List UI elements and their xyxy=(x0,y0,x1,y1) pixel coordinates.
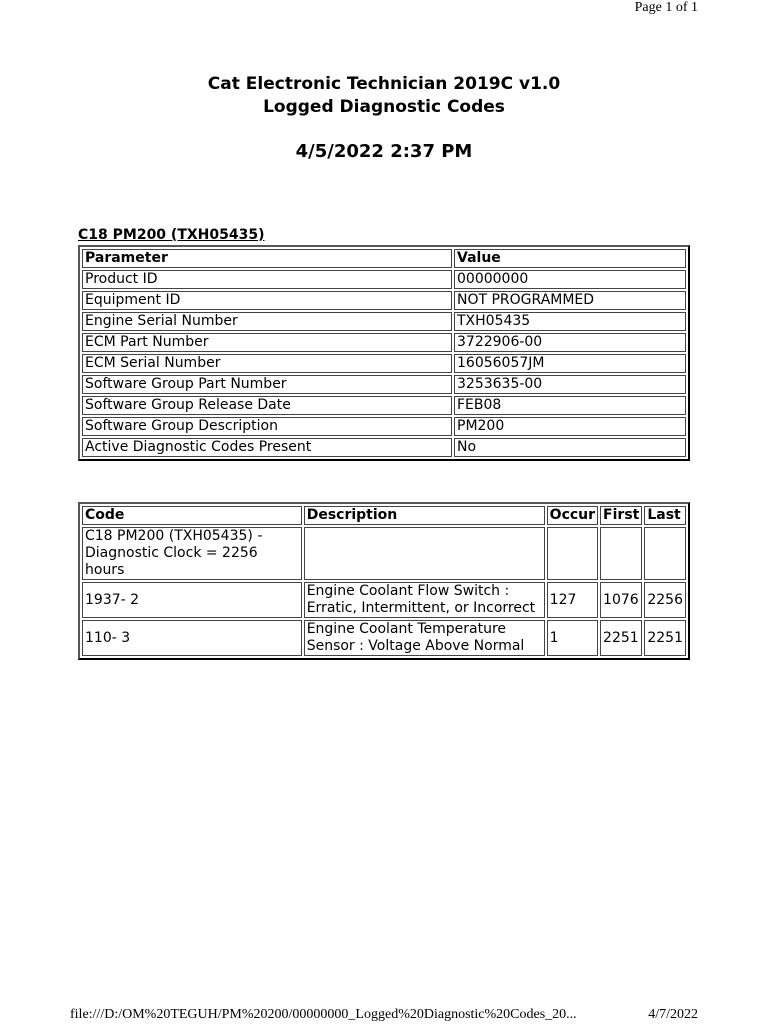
parameter-value: 3253635-00 xyxy=(454,375,686,394)
report-datetime: 4/5/2022 2:37 PM xyxy=(295,141,473,162)
code-cell: 110- 3 xyxy=(82,620,302,656)
parameter-value: PM200 xyxy=(454,417,686,436)
occur-cell: 127 xyxy=(547,582,598,618)
app-title: Cat Electronic Technician 2019C v1.0 xyxy=(207,74,561,94)
last-cell: 2251 xyxy=(644,620,686,656)
print-footer xyxy=(70,1006,698,1024)
column-header-code: Code xyxy=(82,506,302,525)
table-row xyxy=(82,270,686,289)
table-row xyxy=(82,312,686,331)
table-row xyxy=(82,417,686,436)
print-date: 4/7/2022 xyxy=(648,1007,698,1022)
parameter-table xyxy=(78,245,690,461)
page-number: Page 1 of 1 xyxy=(634,0,698,15)
empty-cell xyxy=(644,527,686,580)
diagnostic-clock-label: C18 PM200 (TXH05435) - Diagnostic Clock = 2256 hours xyxy=(82,527,302,580)
column-header-value: Value xyxy=(454,249,686,268)
ecm-section-title: C18 PM200 (TXH05435) xyxy=(78,227,265,243)
column-header-last: Last xyxy=(644,506,686,525)
table-row xyxy=(82,582,686,618)
parameter-value: NOT PROGRAMMED xyxy=(454,291,686,310)
diagnostic-codes-table xyxy=(78,502,690,660)
column-header-first: First xyxy=(600,506,642,525)
occur-cell: 1 xyxy=(547,620,598,656)
first-cell: 2251 xyxy=(600,620,642,656)
parameter-value: 00000000 xyxy=(454,270,686,289)
parameter-name: Engine Serial Number xyxy=(82,312,452,331)
parameter-value: TXH05435 xyxy=(454,312,686,331)
table-row xyxy=(82,291,686,310)
file-path: file:///D:/OM%20TEGUH/PM%20200/00000000_Logged%20Diagnostic%20Codes_20... xyxy=(70,1007,577,1022)
parameter-value: 3722906-00 xyxy=(454,333,686,352)
column-header-parameter: Parameter xyxy=(82,249,452,268)
parameter-name: ECM Serial Number xyxy=(82,354,452,373)
parameter-value: FEB08 xyxy=(454,396,686,415)
first-cell: 1076 xyxy=(600,582,642,618)
table-row xyxy=(82,438,686,457)
column-header-occur: Occur xyxy=(547,506,598,525)
parameter-name: Software Group Description xyxy=(82,417,452,436)
table-row xyxy=(82,354,686,373)
parameter-name: ECM Part Number xyxy=(82,333,452,352)
parameter-name: Software Group Part Number xyxy=(82,375,452,394)
empty-cell xyxy=(304,527,545,580)
table-row xyxy=(82,620,686,656)
column-header-description: Description xyxy=(304,506,545,525)
empty-cell xyxy=(547,527,598,580)
table-row xyxy=(82,375,686,394)
parameter-name: Equipment ID xyxy=(82,291,452,310)
last-cell: 2256 xyxy=(644,582,686,618)
table-header-row xyxy=(82,249,686,268)
description-cell: Engine Coolant Temperature Sensor : Voltage Above Normal xyxy=(304,620,545,656)
empty-cell xyxy=(600,527,642,580)
parameter-name: Product ID xyxy=(82,270,452,289)
code-cell: 1937- 2 xyxy=(82,582,302,618)
table-group-row xyxy=(82,527,686,580)
table-header-row xyxy=(82,506,686,525)
parameter-name: Software Group Release Date xyxy=(82,396,452,415)
table-row xyxy=(82,333,686,352)
description-cell: Engine Coolant Flow Switch : Erratic, Intermittent, or Incorrect xyxy=(304,582,545,618)
table-row xyxy=(82,396,686,415)
parameter-value: 16056057JM xyxy=(454,354,686,373)
report-title: Logged Diagnostic Codes xyxy=(263,97,505,117)
parameter-name: Active Diagnostic Codes Present xyxy=(82,438,452,457)
parameter-value: No xyxy=(454,438,686,457)
